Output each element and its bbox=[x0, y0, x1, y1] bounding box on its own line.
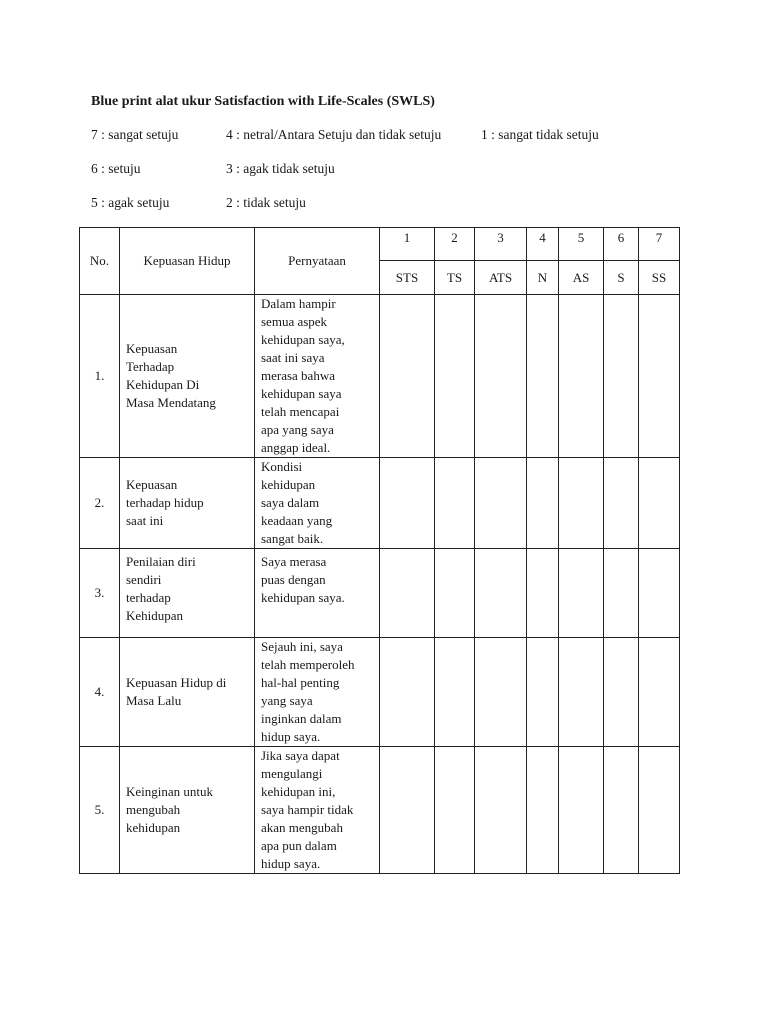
rating-cell[interactable] bbox=[604, 638, 639, 747]
pernyataan-line: mengulangi bbox=[261, 766, 323, 781]
rating-cell[interactable] bbox=[639, 295, 680, 458]
rating-cell[interactable] bbox=[559, 747, 604, 874]
scale-code: N bbox=[527, 261, 559, 295]
cell-kepuasan bbox=[120, 549, 255, 638]
swls-table bbox=[79, 227, 680, 874]
rating-cell[interactable] bbox=[380, 638, 435, 747]
rating-cell[interactable] bbox=[527, 549, 559, 638]
scale-code: SS bbox=[639, 261, 680, 295]
header-pernyataan: Pernyataan bbox=[255, 228, 380, 295]
rating-cell[interactable] bbox=[435, 549, 475, 638]
kepuasan-line: Kehidupan Di bbox=[126, 377, 200, 392]
legend-item: 2 : tidak setuju bbox=[226, 195, 306, 210]
rating-cell[interactable] bbox=[475, 747, 527, 874]
rating-cell[interactable] bbox=[604, 549, 639, 638]
rating-cell[interactable] bbox=[380, 747, 435, 874]
page-title: Blue print alat ukur Satisfaction with Life-Scales (SWLS) bbox=[91, 94, 435, 109]
legend-item: 3 : agak tidak setuju bbox=[226, 161, 335, 176]
rating-cell[interactable] bbox=[639, 549, 680, 638]
pernyataan-line: kehidupan saya, bbox=[261, 332, 345, 347]
pernyataan-line: saya dalam bbox=[261, 495, 320, 510]
pernyataan-line: Sejauh ini, saya bbox=[261, 639, 343, 654]
rating-cell[interactable] bbox=[380, 549, 435, 638]
scale-number: 5 bbox=[559, 228, 604, 261]
rating-cell[interactable] bbox=[527, 747, 559, 874]
kepuasan-line: mengubah bbox=[126, 802, 181, 817]
legend-item: 6 : setuju bbox=[91, 161, 141, 176]
rating-cell[interactable] bbox=[435, 458, 475, 549]
pernyataan-line: Jika saya dapat bbox=[261, 748, 340, 763]
cell-kepuasan bbox=[120, 458, 255, 549]
kepuasan-line: Kepuasan bbox=[126, 341, 178, 356]
kepuasan-line: Terhadap bbox=[126, 359, 175, 374]
pernyataan-line: semua aspek bbox=[261, 314, 328, 329]
pernyataan-line: akan mengubah bbox=[261, 820, 343, 835]
cell-pernyataan bbox=[255, 295, 380, 458]
kepuasan-line: Kepuasan Hidup di bbox=[126, 675, 227, 690]
rating-cell[interactable] bbox=[604, 747, 639, 874]
cell-pernyataan bbox=[255, 747, 380, 874]
legend-item: 5 : agak setuju bbox=[91, 195, 170, 210]
legend-item: 4 : netral/Antara Setuju dan tidak setuju bbox=[226, 127, 442, 142]
pernyataan-line: kehidupan bbox=[261, 477, 316, 492]
cell-pernyataan bbox=[255, 549, 380, 638]
rating-cell[interactable] bbox=[527, 458, 559, 549]
pernyataan-line: hidup saya. bbox=[261, 729, 321, 744]
header-kepuasan: Kepuasan Hidup bbox=[120, 228, 255, 295]
rating-cell[interactable] bbox=[435, 638, 475, 747]
kepuasan-line: terhadap bbox=[126, 590, 171, 605]
rating-cell[interactable] bbox=[475, 638, 527, 747]
rating-cell[interactable] bbox=[639, 747, 680, 874]
pernyataan-line: apa pun dalam bbox=[261, 838, 337, 853]
table-row bbox=[80, 549, 680, 638]
kepuasan-line: Penilaian diri bbox=[126, 554, 196, 569]
header-no: No. bbox=[80, 228, 120, 295]
pernyataan-line: keadaan yang bbox=[261, 513, 333, 528]
kepuasan-line: Kehidupan bbox=[126, 608, 184, 623]
scale-code: ATS bbox=[475, 261, 527, 295]
rating-cell[interactable] bbox=[527, 638, 559, 747]
rating-cell[interactable] bbox=[435, 747, 475, 874]
scale-code: S bbox=[604, 261, 639, 295]
pernyataan-line: puas dengan bbox=[261, 572, 326, 587]
rating-cell[interactable] bbox=[475, 458, 527, 549]
rating-cell[interactable] bbox=[475, 549, 527, 638]
table-row bbox=[80, 295, 680, 458]
scale-number: 7 bbox=[639, 228, 680, 261]
pernyataan-line: apa yang saya bbox=[261, 422, 334, 437]
rating-cell[interactable] bbox=[604, 295, 639, 458]
pernyataan-line: telah mencapai bbox=[261, 404, 340, 419]
cell-no: 5. bbox=[80, 747, 120, 874]
table-row bbox=[80, 747, 680, 874]
pernyataan-line: kehidupan saya bbox=[261, 386, 342, 401]
rating-cell[interactable] bbox=[559, 549, 604, 638]
cell-kepuasan bbox=[120, 638, 255, 747]
pernyataan-line: inginkan dalam bbox=[261, 711, 342, 726]
pernyataan-line: telah memperoleh bbox=[261, 657, 355, 672]
cell-no: 3. bbox=[80, 549, 120, 638]
pernyataan-line: saya hampir tidak bbox=[261, 802, 354, 817]
legend-item: 1 : sangat tidak setuju bbox=[481, 127, 599, 142]
header-row-numbers bbox=[80, 228, 680, 261]
scale-number: 6 bbox=[604, 228, 639, 261]
rating-cell[interactable] bbox=[559, 295, 604, 458]
kepuasan-line: Masa Lalu bbox=[126, 693, 182, 708]
legend-item: 7 : sangat setuju bbox=[91, 127, 179, 142]
pernyataan-line: anggap ideal. bbox=[261, 440, 331, 455]
pernyataan-line: hal-hal penting bbox=[261, 675, 340, 690]
rating-cell[interactable] bbox=[639, 638, 680, 747]
rating-cell[interactable] bbox=[527, 295, 559, 458]
pernyataan-line: sangat baik. bbox=[261, 531, 324, 546]
kepuasan-line: saat ini bbox=[126, 513, 164, 528]
pernyataan-line: kehidupan ini, bbox=[261, 784, 336, 799]
scale-code: TS bbox=[435, 261, 475, 295]
pernyataan-line: merasa bahwa bbox=[261, 368, 335, 383]
rating-cell[interactable] bbox=[604, 458, 639, 549]
cell-pernyataan bbox=[255, 638, 380, 747]
rating-cell[interactable] bbox=[559, 458, 604, 549]
pernyataan-line: yang saya bbox=[261, 693, 313, 708]
scale-number: 3 bbox=[475, 228, 527, 261]
table-row bbox=[80, 458, 680, 549]
rating-cell[interactable] bbox=[559, 638, 604, 747]
cell-kepuasan bbox=[120, 747, 255, 874]
pernyataan-line: saat ini saya bbox=[261, 350, 325, 365]
kepuasan-line: Masa Mendatang bbox=[126, 395, 216, 410]
pernyataan-line: hidup saya. bbox=[261, 856, 321, 871]
cell-no: 1. bbox=[80, 295, 120, 458]
rating-cell[interactable] bbox=[475, 295, 527, 458]
pernyataan-line: Dalam hampir bbox=[261, 296, 336, 311]
pernyataan-line: Kondisi bbox=[261, 459, 303, 474]
cell-pernyataan bbox=[255, 458, 380, 549]
cell-no: 4. bbox=[80, 638, 120, 747]
cell-kepuasan bbox=[120, 295, 255, 458]
pernyataan-line: Saya merasa bbox=[261, 554, 327, 569]
scale-number: 4 bbox=[527, 228, 559, 261]
pernyataan-line: kehidupan saya. bbox=[261, 590, 345, 605]
rating-cell[interactable] bbox=[639, 458, 680, 549]
kepuasan-line: Keinginan untuk bbox=[126, 784, 214, 799]
cell-no: 2. bbox=[80, 458, 120, 549]
kepuasan-line: sendiri bbox=[126, 572, 162, 587]
kepuasan-line: kehidupan bbox=[126, 820, 181, 835]
table-row bbox=[80, 638, 680, 747]
rating-cell[interactable] bbox=[435, 295, 475, 458]
scale-code: STS bbox=[380, 261, 435, 295]
scale-number: 1 bbox=[380, 228, 435, 261]
rating-cell[interactable] bbox=[380, 458, 435, 549]
scale-code: AS bbox=[559, 261, 604, 295]
scale-number: 2 bbox=[435, 228, 475, 261]
kepuasan-line: terhadap hidup bbox=[126, 495, 204, 510]
rating-cell[interactable] bbox=[380, 295, 435, 458]
kepuasan-line: Kepuasan bbox=[126, 477, 178, 492]
